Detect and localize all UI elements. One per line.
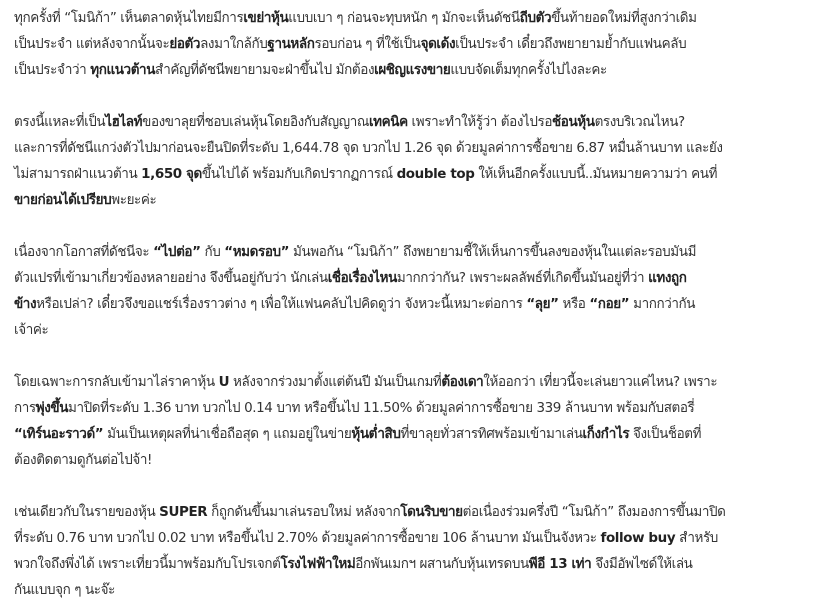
bold-text: พุ่งขึ้น — [35, 400, 69, 416]
paragraph-3 — [14, 239, 814, 343]
text-run: กับ — [200, 244, 225, 260]
bold-text: เก็งกำไร — [582, 426, 630, 442]
text-run: เจ้าค่ะ — [14, 322, 49, 338]
text-run: แบบจัดเต็มทุกครั้งไปไงละคะ — [450, 62, 607, 78]
text-run: และการที่ดัชนีแกว่งตัวไปมาก่อนจะยืนปิดที่ระดับ 1,644.78 จุด บวกไป 1.26 จุด ด้วยมูลค่าการซื้อขาย 6.87 หมื่นล้านบาท และยัง — [14, 140, 723, 156]
paragraph-line — [14, 525, 800, 551]
text-run: ต้องติดตามดูกันต่อไปจ้า! — [14, 452, 153, 468]
text-run: จึงมีอัพไซด์ให้เล่น — [591, 556, 693, 572]
text-run: ของขาลุยที่ชอบเล่นหุ้นโดยอิงกับสัญญาณ — [142, 114, 369, 130]
text-run: มันเป็นเหตุผลที่น่าเชื่อถือสุด ๆ แถมอยู่ในข่าย — [103, 426, 352, 442]
bold-text: ข้าง — [14, 296, 37, 312]
paragraph-line — [14, 499, 800, 525]
bold-text: “กอย” — [589, 296, 630, 312]
text-run: ตัวแปรที่เข้ามาเกี่ยวข้องหลายอย่าง จึงขึ้นอยู่กับว่า นักเล่น — [14, 270, 328, 286]
paragraph-line — [14, 447, 800, 473]
text-run: สำหรับ — [675, 530, 718, 546]
text-run: การ — [14, 400, 36, 416]
text-run: เนื่องจากโอกาสที่ดัชนีจะ — [14, 244, 154, 260]
text-run: แบบเบา ๆ ก่อนจะทุบหนัก ๆ มักจะเห็นดัชนี — [288, 10, 520, 26]
paragraph-line — [14, 57, 800, 83]
bold-text: ถีบตัว — [519, 10, 552, 26]
paragraph-5 — [14, 499, 814, 603]
text-run: หลังจากร่วงมาตั้งแต่ต้นปี มันเป็นเกมที่ — [229, 374, 442, 390]
paragraph-4 — [14, 369, 814, 473]
paragraph-line — [14, 291, 800, 317]
bold-text: แทงถูก — [648, 270, 687, 286]
text-run: ไม่สามารถฝ่าแนวต้าน — [14, 166, 142, 182]
text-run: มันพอกัน “โมนิก้า” ถึงพยายามชี้ให้เห็นการขึ้นลงของหุ้นในแต่ละรอบมันมี — [289, 244, 697, 260]
text-run: ตรงบริเวณไหน? — [594, 114, 685, 130]
bold-text: เผชิญแรงขาย — [374, 62, 451, 78]
bold-text: “ไปต่อ” — [153, 244, 201, 260]
bold-text: จุดเด้ง — [420, 36, 456, 52]
paragraph-1 — [14, 0, 814, 83]
paragraph-line — [14, 421, 800, 447]
paragraph-2 — [14, 109, 814, 213]
paragraph-line — [14, 265, 800, 291]
text-run: ตรงนี้แหละที่เป็น — [14, 114, 106, 130]
paragraph-line — [14, 109, 800, 135]
text-run: ให้ออกว่า เที่ยวนี้จะเล่นยาวแค่ไหน? เพราะ — [483, 374, 718, 390]
text-run: กันแบบจุก ๆ นะจ๊ะ — [14, 582, 115, 598]
paragraph-line — [14, 187, 800, 213]
bold-text: หุ้นต่ำสิบ — [351, 426, 401, 442]
text-run: ทุกครั้งที่ “โมนิก้า” เห็นตลาดหุ้นไทยมีการ — [14, 10, 244, 26]
bold-text: ต้องเดา — [441, 374, 484, 390]
bold-text: ฐานหลัก — [267, 36, 315, 52]
bold-text: เทคนิค — [368, 114, 408, 130]
text-run: มากกว่ากัน — [629, 296, 696, 312]
text-run: ขึ้นท้ายอดใหม่ที่สูงกว่าเดิม — [551, 10, 697, 26]
bold-text: double top — [396, 166, 475, 182]
text-run: เพราะทำให้รู้ว่า ต้องไปรอ — [407, 114, 553, 130]
bold-text: ย่อตัว — [169, 36, 201, 52]
bold-text: ทุกแนวต้าน — [90, 62, 156, 78]
text-run: เป็นประจำ เดี๋ยวถึงพยายามย้ำกับแฟนคลับ — [455, 36, 687, 52]
bold-text: “เทิร์นอะราวด์” — [14, 426, 104, 442]
text-run: มาปิดที่ระดับ 1.36 บาท บวกไป 0.14 บาท หรือขึ้นไป 11.50% ด้วยมูลค่าการซื้อขาย 339 ล้านบาท พร้อมกับสตอรี่ — [68, 400, 695, 416]
text-run: มากกว่ากัน? เพราะผลลัพธ์ที่เกิดขึ้นมันอยู่ที่ว่า — [396, 270, 649, 286]
text-run: พะยะค่ะ — [111, 192, 157, 208]
paragraph-line — [14, 395, 800, 421]
text-run: เป็นประจำว่า — [14, 62, 91, 78]
text-run: อีกพันเมกฯ ผสานกับหุ้นเทรดบน — [355, 556, 529, 572]
paragraph-line — [14, 5, 800, 31]
text-run: จึงเป็นช็อตที่ — [629, 426, 702, 442]
paragraph-line — [14, 551, 800, 577]
text-run: ต่อเนื่องร่วมครึ่งปี “โมนิก้า” ถึงมองการขึ้นมาปิด — [462, 504, 726, 520]
bold-text: 1,650 จุด — [141, 166, 202, 182]
text-run: ก็ถูกดันขึ้นมาเล่นรอบใหม่ หลังจาก — [207, 504, 401, 520]
paragraph-line — [14, 31, 800, 57]
text-run: พวกใจถึงพึ่งได้ เพราะเที่ยวนี้มาพร้อมกับโปรเจกต์ — [14, 556, 281, 572]
paragraph-line — [14, 317, 800, 343]
bold-text: follow buy — [600, 530, 676, 546]
text-run: หรือเปล่า? เดี๋ยวจึงขอแชร์เรื่องราวต่าง ๆ เพื่อให้แฟนคลับไปคิดดูว่า จังหวะนี้เหมาะต่อการ — [36, 296, 527, 312]
text-run: ที่ระดับ 0.76 บาท บวกไป 0.02 บาท หรือขึ้นไป 2.70% ด้วยมูลค่าการซื้อขาย 106 ล้านบาท มันเป็นจังหวะ — [14, 530, 601, 546]
paragraph-line — [14, 161, 800, 187]
bold-text: เชื่อเรื่องไหน — [327, 270, 397, 286]
text-run: ให้เห็นอีกครั้งแบบนี้..มันหมายความว่า คนที่ — [474, 166, 718, 182]
text-run: สำคัญที่ดัชนีพยายามจะฝ่าขึ้นไป มักต้อง — [155, 62, 375, 78]
paragraph-line — [14, 135, 800, 161]
paragraph-line — [14, 239, 800, 265]
text-run: เป็นประจำ แต่หลังจากนั้นจะ — [14, 36, 170, 52]
bold-text: “ลุย” — [526, 296, 559, 312]
text-run: ลงมาใกล้กับ — [200, 36, 268, 52]
text-run: เช่นเดียวกับในรายของหุ้น — [14, 504, 160, 520]
bold-text: ไฮไลท์ — [105, 114, 143, 130]
bold-text: ช้อนหุ้น — [552, 114, 595, 130]
bold-text: พีอี 13 เท่า — [528, 556, 592, 572]
paragraph-line — [14, 369, 800, 395]
bold-text: โรงไฟฟ้าใหม่ — [280, 556, 356, 572]
text-run: ที่ขาลุยทั่วสารทิศพร้อมเข้ามาเล่น — [400, 426, 583, 442]
text-run: หรือ — [558, 296, 590, 312]
text-run: รอบก่อน ๆ ที่ใช้เป็น — [314, 36, 421, 52]
bold-text: ขายก่อนได้เปรียบ — [14, 192, 112, 208]
bold-text: “หมดรอบ” — [224, 244, 290, 260]
bold-text: SUPER — [159, 504, 208, 520]
bold-text: U — [218, 374, 230, 390]
text-run: โดยเฉพาะการกลับเข้ามาไล่ราคาหุ้น — [14, 374, 219, 390]
bold-text: โดนริบขาย — [400, 504, 463, 520]
bold-text: เขย่าหุ้น — [243, 10, 289, 26]
paragraph-line — [14, 577, 800, 603]
text-run: ขึ้นไปได้ พร้อมกับเกิดปรากฏการณ์ — [201, 166, 397, 182]
